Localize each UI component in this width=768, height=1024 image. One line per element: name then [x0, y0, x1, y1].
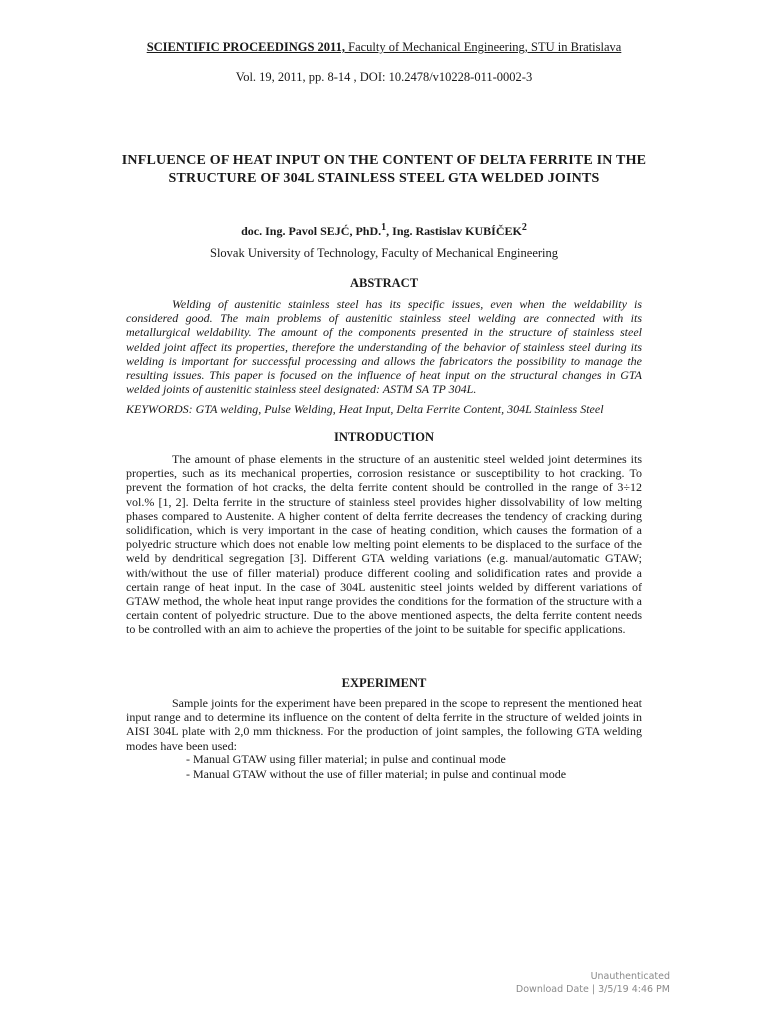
keywords: KEYWORDS: GTA welding, Pulse Welding, Heat Input, Delta Ferrite Content, 304L Stainless Steel — [126, 402, 604, 416]
volume-doi-line: Vol. 19, 2011, pp. 8-14 , DOI: 10.2478/v10228-011-0002-3 — [235, 70, 533, 84]
introduction-heading: INTRODUCTION — [333, 430, 434, 444]
paper-title: INFLUENCE OF HEAT INPUT ON THE CONTENT OF DELTA FERRITE IN THE STRUCTURE OF 304L STAINLESS STEEL GTA WELDED JOINTS — [121, 153, 647, 186]
author-1-affil-mark: 1 — [381, 222, 387, 233]
list-item: - Manual GTAW using filler material; in pulse and continual mode — [186, 752, 566, 767]
affiliation: Slovak University of Technology, Faculty of Mechanical Engineering — [210, 246, 558, 260]
author-2-affil-mark: 2 — [521, 222, 527, 233]
author-1: doc. Ing. Pavol SEJĆ, PhD. — [241, 224, 382, 238]
journal-name: SCIENTIFIC PROCEEDINGS 2011, — [146, 40, 345, 54]
author-line — [0, 222, 768, 239]
journal-faculty: Faculty of Mechanical Engineering, STU in Bratislava — [345, 40, 622, 54]
footer-auth-status: Unauthenticated — [590, 971, 670, 982]
download-footer — [516, 970, 670, 996]
welding-modes-list — [186, 752, 566, 781]
abstract-text: Welding of austenitic stainless steel has its specific issues, even when the weldability is considered good. The main problems of austenitic stainless steel welding are connected with its metallurgical weldability. The amount of the components presented in the structure of stainless steel welded joint affect its properties, therefore the understanding of the behavior of stainless steel during its welding is important for successful processing and allows the fabricators the possibility to manage the resulting issues. This paper is focused on the influence of heat input on the structural changes in GTA welded joints of austenitic stainless steel designated: ASTM SA TP 304L. — [126, 297, 642, 397]
author-2: , Ing. Rastislav KUBÍČEK — [386, 224, 522, 238]
abstract-heading: ABSTRACT — [349, 276, 419, 290]
introduction-text: The amount of phase elements in the structure of an austenitic steel welded joint determines its properties, such as its mechanical properties, corrosion resistance or susceptibility to hot cracking. To prevent the formation of hot cracks, the delta ferrite content should be controlled in the range of 3÷12 vol.% [1, 2]. Delta ferrite in the structure of stainless steel provides higher dissolvability of low melting phases compared to Austenite. A higher content of delta ferrite decreases the tendency of cracking during solidification, which is very important in the case of heating condition, which causes the formation of a polyedric structure which does not enable low melting point elements to be displaced to the surface of the weld by dendritical segregation [3]. Different GTA welding variations (e.g. manual/automatic GTAW; with/without the use of filler material) produce different cooling and solidification rates and provide a certain range of heat input. In the case of 304L austenitic steel joints welded by different variations of GTAW method, the whole heat input range provides the conditions for the formation of the structure with a certain content of polyedric structure. Due to the above mentioned aspects, the delta ferrite content needs to be controlled with an aim to achieve the properties of the joint to be suitable for specific applications. — [126, 452, 642, 637]
experiment-text: Sample joints for the experiment have been prepared in the scope to represent the mentioned heat input range and to determine its influence on the content of delta ferrite in the structure of welded joints in AISI 304L plate with 2,0 mm thickness. For the production of joint samples, the following GTA welding modes have been used: — [126, 696, 642, 753]
experiment-heading: EXPERIMENT — [341, 676, 427, 690]
list-item: - Manual GTAW without the use of filler material; in pulse and continual mode — [186, 767, 566, 782]
footer-download-date: Download Date | 3/5/19 4:46 PM — [515, 984, 670, 995]
journal-header — [0, 40, 768, 55]
